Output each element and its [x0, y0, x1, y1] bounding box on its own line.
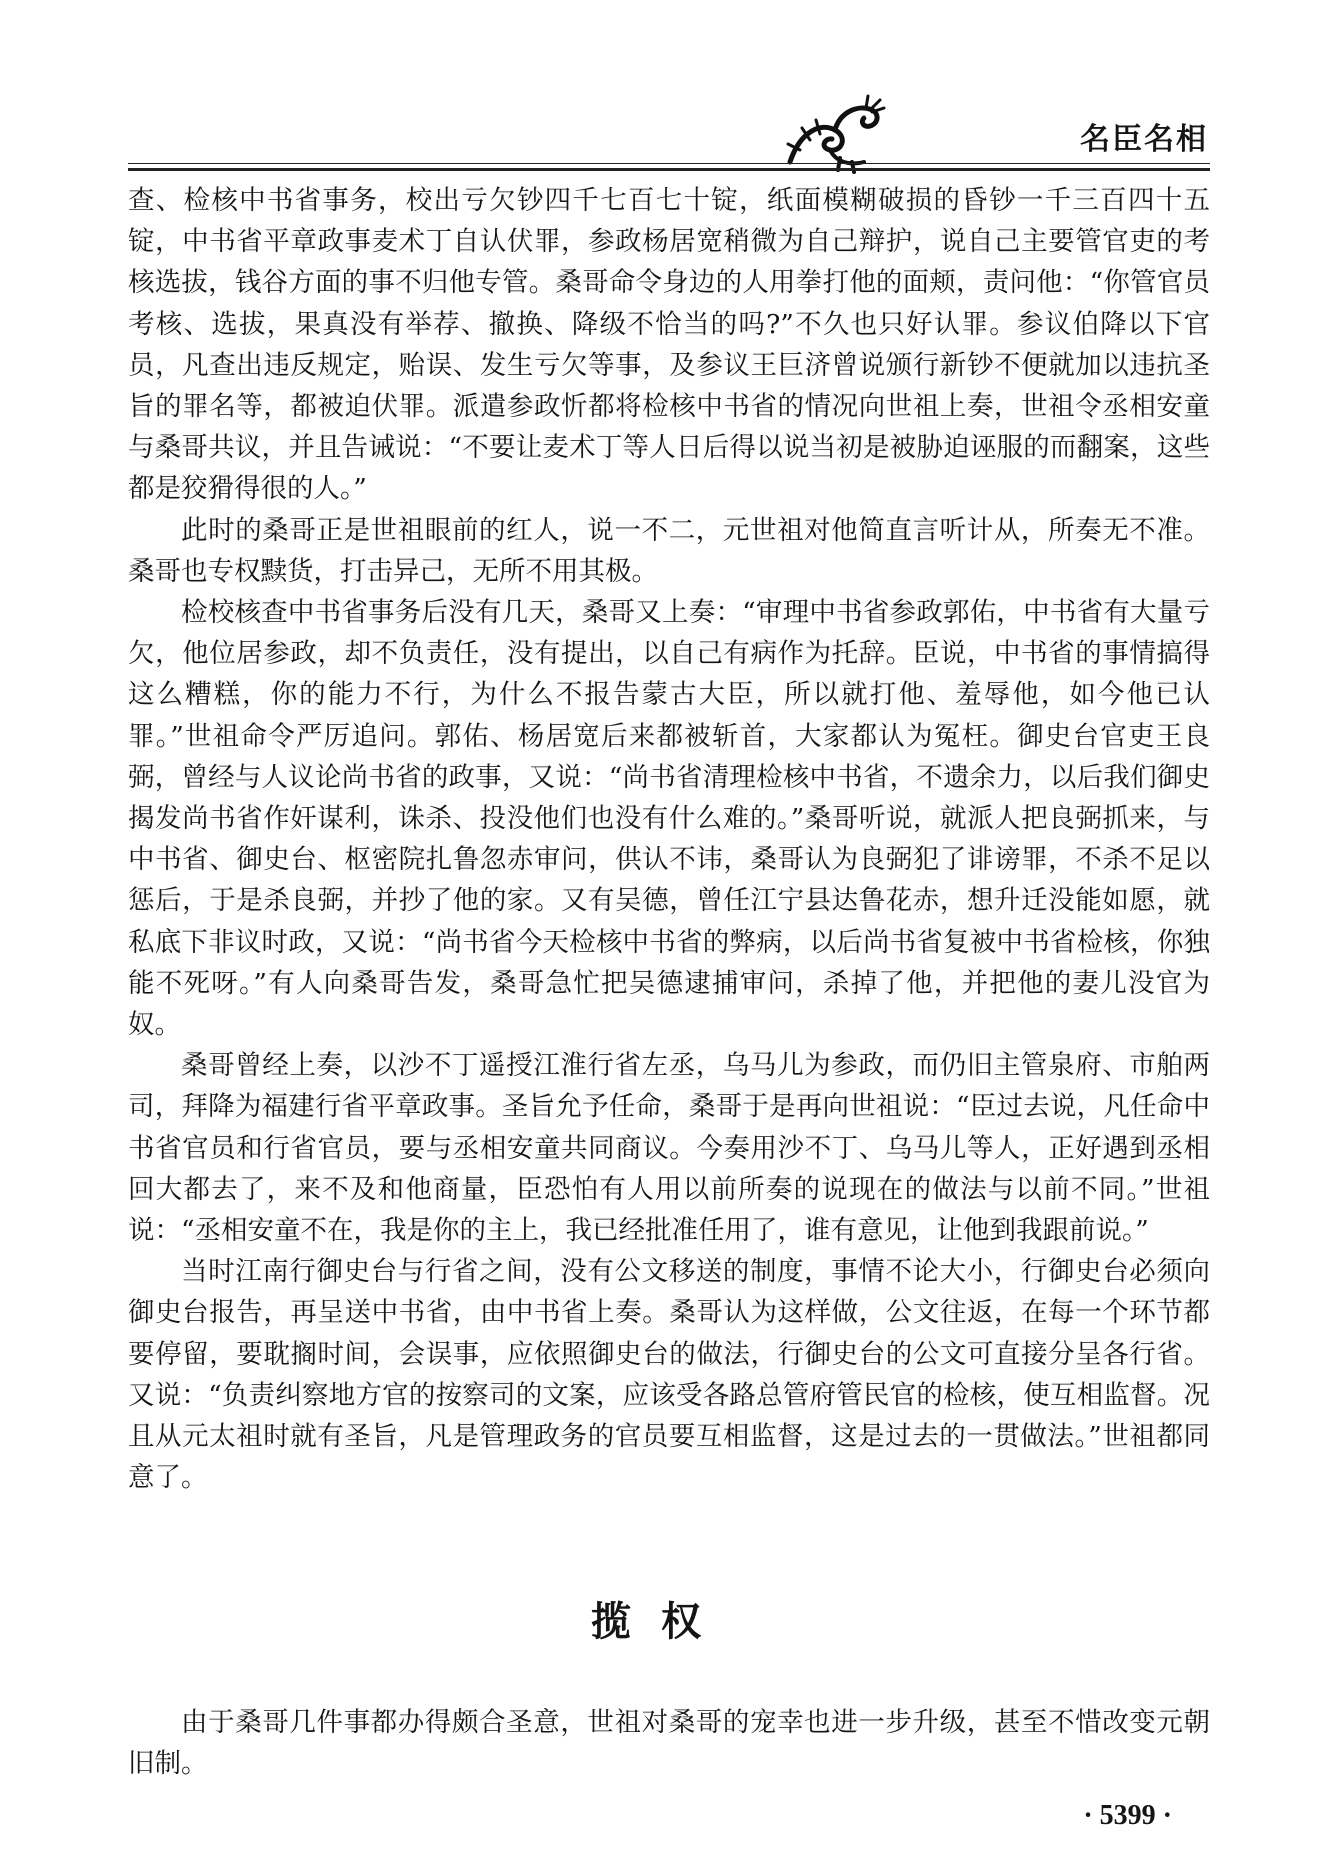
header-rule-thick [128, 168, 1210, 171]
paragraph: 桑哥曾经上奏，以沙不丁遥授江淮行省左丞，乌马儿为参政，而仍旧主管泉府、市舶两司，拜降为福建行省平章政事。圣旨允予任命，桑哥于是再向世祖说：“臣过去说，凡任命中书省官员和行省官员，要与丞相安童共同商议。今奏用沙不丁、乌马儿等人，正好遇到丞相回大都去了，来不及和他商量，臣恐怕有人用以前所奏的说现在的做法与以前不同。”世祖说：“丞相安童不在，我是你的主上，我已经批准任用了，谁有意见，让他到我跟前说。” [128, 1050, 1210, 1247]
header-rule-thin [128, 163, 1210, 164]
section-heading: 揽权 [591, 1599, 731, 1645]
paragraph: 当时江南行御史台与行省之间，没有公文移送的制度，事情不论大小，行御史台必须向御史台报告，再呈送中书省，由中书省上奏。桑哥认为这样做，公文往返，在每一个环节都要停留，要耽搁时间，会误事，应依照御史台的做法，行御史台的公文可直接分呈各行省。又说：“负责纠察地方官的按察司的文案，应该受各路总管府管民官的检核，使互相监督。况且从元太祖时就有圣旨，凡是管理政务的官员要互相监督，这是过去的一贯做法。”世祖都同意了。 [128, 1256, 1210, 1494]
paragraph: 检校核查中书省事务后没有几天，桑哥又上奏：“审理中书省参政郭佑，中书省有大量亏欠，他位居参政，却不负责任，没有提出，以自己有病作为托辞。臣说，中书省的事情搞得这么糟糕，你的能力不行，为什么不报告蒙古大臣，所以就打他、羞辱他，如今他已认罪。”世祖命令严厉追问。郭佑、杨居宽后来都被斩首，大家都认为冤枉。御史台官吏王良弼，曾经与人议论尚书省的政事，又说：“尚书省清理检核中书省，不遗余力，以后我们御史揭发尚书省作奸谋利，诛杀、投没他们也没有什么难的。”桑哥听说，就派人把良弼抓来，与中书省、御史台、枢密院扎鲁忽赤审问，供认不讳，桑哥认为良弼犯了诽谤罪，不杀不足以惩后，于是杀良弼，并抄了他的家。又有吴德，曾任江宁县达鲁花赤，想升迁没能如愿，就私底下非议时政，又说：“尚书省今天检核中书省的弊病，以后尚书省复被中书省检核，你独能不死呀。”有人向桑哥告发，桑哥急忙把吴德逮捕审问，杀掉了他，并把他的妻儿没官为奴。 [128, 597, 1210, 1041]
page-number: · 5399 · [1083, 1800, 1172, 1831]
paragraph: 查、检核中书省事务，校出亏欠钞四千七百七十锭，纸面模糊破损的昏钞一千三百四十五锭，中书省平章政事麦术丁自认伏罪，参政杨居宽稍微为自己辩护，说自己主要管官吏的考核选拔，钱谷方面的事不归他专管。桑哥命令身边的人用拳打他的面颊，责问他：“你管官员考核、选拔，果真没有举荐、撤换、降级不恰当的吗?”不久也只好认罪。参议伯降以下官员，凡查出违反规定，贻误、发生亏欠等事，及参议王巨济曾说颁行新钞不便就加以违抗圣旨的罪名等，都被迫伏罪。派遣参政忻都将检核中书省的情况向世祖上奏，世祖令丞相安童与桑哥共议，并且告诫说：“不要让麦术丁等人日后得以说当初是被胁迫诬服的而翻案，这些都是狡猾得很的人。” [128, 185, 1210, 505]
paragraph: 由于桑哥几件事都办得颇合圣意，世祖对桑哥的宠幸也进一步升级，甚至不惜改变元朝旧制。 [128, 1707, 1210, 1780]
dragon-icon [780, 92, 888, 174]
section-body-text [128, 1702, 1210, 1784]
body-text [128, 180, 1210, 1499]
paragraph: 此时的桑哥正是世祖眼前的红人，说一不二，元世祖对他简直言听计从，所奏无不准。桑哥也专权黩货，打击异己，无所不用其极。 [128, 514, 1210, 587]
page-header [0, 0, 1322, 190]
running-header-title: 名臣名相 [1080, 122, 1208, 157]
